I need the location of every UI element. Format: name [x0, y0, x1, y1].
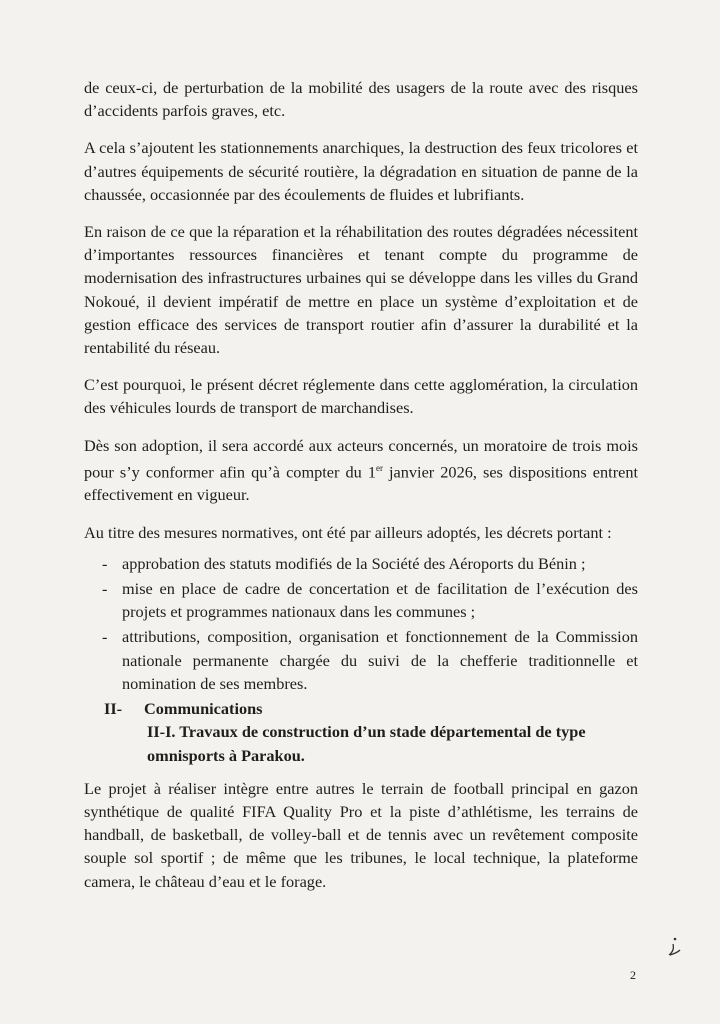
- list-item-text: mise en place de cadre de concertation et de facilitation de l’exécution des projets et programmes nationaux dans les communes ;: [122, 579, 638, 622]
- moratoire-text-before: Dès son adoption, il sera accordé aux acteurs concernés, un moratoire de trois mois pour s’y conformer afin qu’à compter du 1: [84, 435, 638, 482]
- moratoire-text-after: janvier 2026, ses dispositions entrent effectivement en vigueur.: [84, 462, 639, 505]
- list-item: [102, 577, 638, 623]
- list-dash: -: [102, 553, 108, 573]
- page-number: 2: [630, 968, 636, 982]
- section-title: Communications: [144, 699, 263, 719]
- paragraph-stadium-project: Le projet à réaliser intègre entre autres le terrain de football principal en gazon synthétique de qualité FIFA Quality Pro et la piste d’athlétisme, les terrains de handball, de basketball, de volley-ball et de tennis avec un revêtement composite souple sol sportif ; de même que les tribunes, le local technique, la plateforme camera, le château d’eau et le forage.: [84, 778, 638, 891]
- paragraph-normative-measures: Au titre des mesures normatives, ont été par ailleurs adoptés, les décrets portant :: [84, 522, 612, 542]
- section-number: II-: [104, 699, 123, 719]
- signature-mark-icon: [664, 936, 682, 958]
- list-dash: -: [102, 627, 108, 647]
- subsection-heading: II-I. Travaux de construction d’un stade départemental de type omnisports à Parakou.: [147, 722, 586, 765]
- paragraph-risks: de ceux-ci, de perturbation de la mobilité des usagers de la route avec des risques d’accidents parfois graves, etc.: [84, 78, 638, 121]
- section-heading: [84, 697, 638, 720]
- list-item-text: approbation des statuts modifiés de la Société des Aéroports du Bénin ;: [122, 553, 586, 573]
- moratoire-superscript: er: [375, 462, 383, 473]
- paragraph-parking: A cela s’ajoutent les stationnements anarchiques, la destruction des feux tricolores et d’autres équipements de sécurité routière, la dégradation en situation de panne de la chaussée, occasionnée par des écoulements de fluides et lubrifiants.: [84, 138, 638, 204]
- paragraph-rehabilitation: En raison de ce que la réparation et la réhabilitation des routes dégradées nécessitent d’importantes ressources financières et tenant compte du programme de modernisation des infrastructures urbaines qui se développe dans les villes du Grand Nokoué, il devient impératif de mettre en place un système d’exploitation et de gestion efficace des services de transport routier afin d’assurer la durabilité et la rentabilité du réseau.: [84, 222, 638, 358]
- list-item: [102, 552, 638, 575]
- initial-mark: [664, 936, 682, 964]
- list-dash: -: [102, 579, 108, 599]
- list-item: [102, 625, 638, 695]
- list-item-text: attributions, composition, organisation et fonctionnement de la Commission nationale permanente chargée du suivi de la chefferie traditionnelle et nomination de ses membres.: [122, 627, 638, 693]
- decree-list: [84, 552, 638, 695]
- paragraph-decree: C’est pourquoi, le présent décret réglemente dans cette agglomération, la circulation des véhicules lourds de transport de marchandises.: [84, 375, 638, 418]
- paragraph-moratoire: [84, 434, 638, 507]
